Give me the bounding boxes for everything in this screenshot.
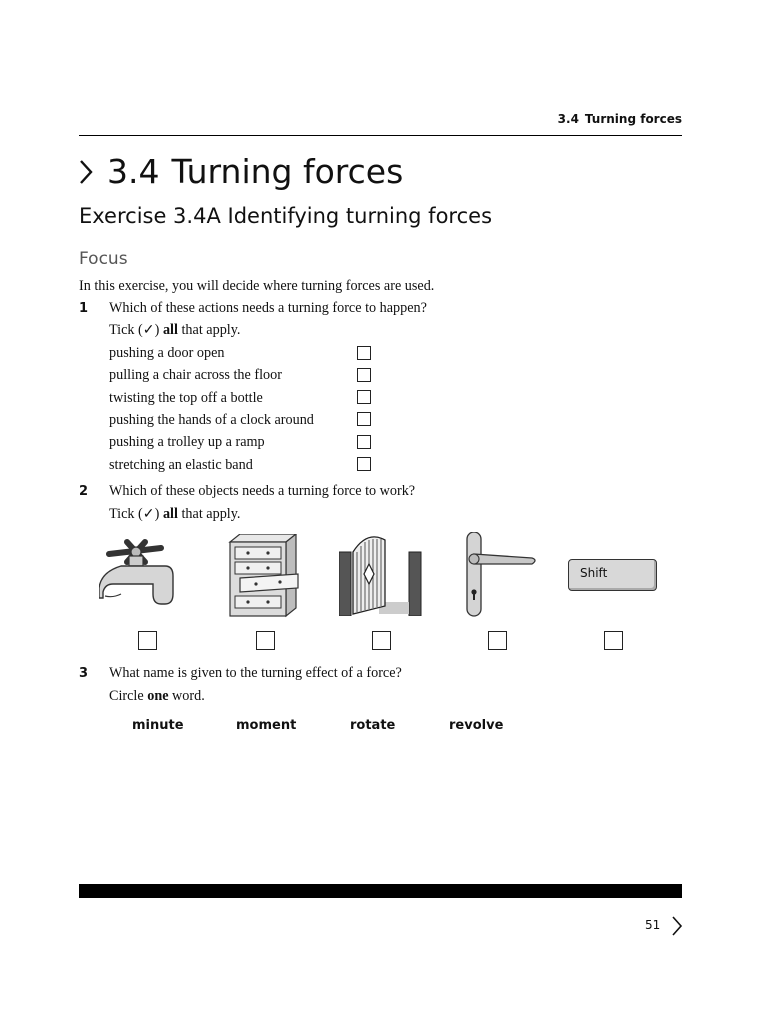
instruction-post: that apply.	[177, 506, 241, 522]
instruction-pre: Circle	[109, 688, 148, 704]
q1-option: pushing the hands of a clock around	[109, 412, 314, 428]
intro-text: In this exercise, you will decide where turning forces are used.	[79, 278, 435, 294]
q2-checkbox-gate[interactable]	[372, 631, 391, 650]
gate-icon	[339, 534, 423, 616]
q1-checkbox-4[interactable]	[357, 412, 371, 426]
tick-mark: ✓	[142, 506, 155, 522]
q1-checkbox-6[interactable]	[357, 457, 371, 471]
header-rule	[79, 135, 682, 136]
instruction-mid: )	[154, 506, 163, 522]
q3-instruction	[109, 686, 205, 706]
chest-of-drawers-icon	[226, 534, 302, 618]
instruction-pre: Tick (	[109, 506, 143, 522]
question-3	[79, 663, 402, 684]
instruction-post: word.	[168, 688, 205, 704]
q1-instruction	[109, 320, 240, 340]
page-number: 51	[645, 918, 661, 932]
question-1	[79, 298, 427, 319]
q2-checkbox-tap[interactable]	[138, 631, 157, 650]
instruction-pre: Tick (	[109, 322, 143, 338]
chevron-right-icon	[79, 159, 93, 185]
tap-icon	[99, 536, 183, 612]
chevron-right-icon	[670, 915, 684, 937]
running-head	[558, 112, 682, 126]
footer-bar	[79, 884, 682, 898]
q2-checkbox-drawers[interactable]	[256, 631, 275, 650]
q1-option: stretching an elastic band	[109, 457, 253, 473]
q2-checkbox-door-handle[interactable]	[488, 631, 507, 650]
q2-checkbox-shift-key[interactable]	[604, 631, 623, 650]
q1-option: twisting the top off a bottle	[109, 390, 263, 406]
running-head-number: 3.4	[557, 112, 579, 126]
word-choice-rotate[interactable]: rotate	[350, 718, 396, 733]
q1-checkbox-5[interactable]	[357, 435, 371, 449]
chapter-title-text: Turning forces	[171, 152, 404, 191]
question-text: Which of these actions needs a turning force to happen?	[109, 300, 427, 316]
running-head-title: Turning forces	[584, 112, 682, 126]
q1-option: pushing a door open	[109, 345, 225, 361]
focus-heading: Focus	[79, 249, 128, 269]
shift-key-icon	[568, 559, 657, 591]
word-choice-minute[interactable]: minute	[132, 718, 184, 733]
instruction-emphasis: all	[162, 322, 178, 338]
exercise-title: Exercise 3.4A Identifying turning forces	[79, 204, 493, 228]
door-handle-icon	[466, 532, 538, 618]
chapter-number: 3.4	[107, 152, 160, 191]
question-number: 3	[79, 666, 89, 681]
instruction-post: that apply.	[177, 322, 241, 338]
question-number: 2	[79, 484, 89, 499]
chapter-title	[79, 150, 403, 194]
q1-checkbox-2[interactable]	[357, 368, 371, 382]
shift-key-label: Shift	[580, 566, 608, 580]
tick-mark: ✓	[142, 322, 155, 338]
q1-option: pulling a chair across the floor	[109, 367, 282, 383]
word-choice-moment[interactable]: moment	[236, 718, 297, 733]
q1-checkbox-1[interactable]	[357, 346, 371, 360]
q1-checkbox-3[interactable]	[357, 390, 371, 404]
word-choice-revolve[interactable]: revolve	[449, 718, 504, 733]
question-number: 1	[79, 301, 89, 316]
question-2	[79, 481, 416, 502]
q1-option: pushing a trolley up a ramp	[109, 434, 265, 450]
instruction-mid: )	[154, 322, 163, 338]
question-text: Which of these objects needs a turning force to work?	[109, 483, 416, 499]
instruction-emphasis: one	[147, 688, 169, 704]
q2-instruction	[109, 504, 240, 524]
instruction-emphasis: all	[162, 506, 178, 522]
question-text: What name is given to the turning effect of a force?	[109, 665, 402, 681]
